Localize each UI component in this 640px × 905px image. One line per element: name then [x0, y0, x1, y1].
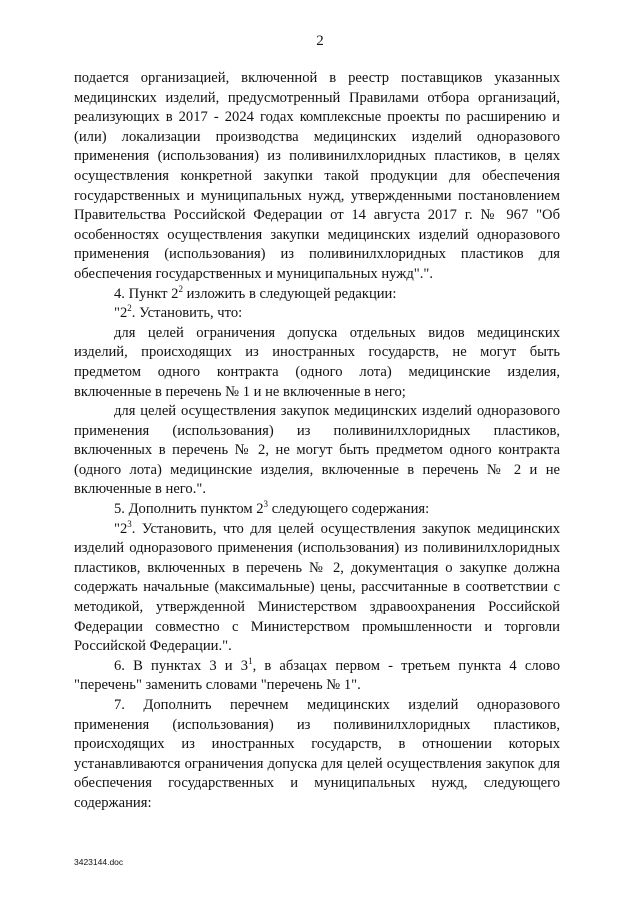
- paragraph-text: 5. Дополнить пунктом 2: [114, 501, 264, 518]
- paragraph: [74, 402, 560, 500]
- paragraph-text: для целей ограничения допуска отдельных видов медицинских изделий, происходящих из иностранных государств, не могут быть предметом одного контракта (одного лота) медицинские изделия, включенные в перечень № 1 и не включенные в него;: [74, 324, 560, 400]
- superscript: 1: [248, 655, 253, 666]
- page-number: 2: [316, 33, 324, 49]
- paragraph-text: "2: [114, 520, 128, 537]
- paragraph-text: изложить в следующей редакции:: [182, 285, 397, 302]
- superscript: 3: [263, 499, 269, 510]
- superscript: 2: [127, 303, 132, 314]
- paragraph: [74, 324, 560, 402]
- paragraph-text: подается организацией, включенной в реестр поставщиков указанных медицинских изделий, предусмотренный Правилами отбора организаций, реализующих в 2017 - 2024 годах комплексные проекты по расширению и (или) локализации производства медицинских изделий одноразового применения (использования) из поливинилхлоридных пластиков, в целях осуществления конкретной закупки такой продукции для обеспечения государственных и муниципальных нужд, утвержденными постановлением Правительства Российской Федерации от 14 августа 2017 г. № 967 "Об особенностях осуществления закупки медицинских изделий одноразового применения (использования) из поливинилхлоридных пластиков для обеспечения государственных и муниципальных нужд".".: [74, 70, 560, 282]
- paragraph-text: следующего содержания:: [268, 501, 430, 518]
- paragraph-text: 7. Дополнить перечнем медицинских изделий одноразового применения (использования) из поливинилхлоридных пластиков, происходящих из иностранных государств, в отношении которых устанавливаются ограничения допуска для целей осуществления закупок для обеспечения государственных и муниципальных нужд, следующего содержания:: [74, 697, 560, 811]
- paragraph-text: , в абзацах первом - третьем пункта 4 слово "перечень" заменить словами "перечень № 1".: [74, 657, 560, 694]
- paragraph-text: 4. Пункт 2: [114, 285, 179, 302]
- paragraph-text: . Установить, что:: [131, 305, 243, 322]
- paragraph: [74, 285, 560, 305]
- document-body: [74, 69, 560, 814]
- paragraph: [74, 696, 560, 814]
- paragraph-text: для целей осуществления закупок медицинских изделий одноразового применения (использования) из поливинилхлоридных пластиков, включенных в перечень № 2, не могут быть предметом одного контракта (одного лота) медицинские изделия, включенные в перечень № 2 и не включенные в него.".: [74, 403, 560, 498]
- paragraph: [74, 500, 560, 520]
- paragraph: [74, 657, 560, 696]
- superscript: 3: [127, 518, 132, 529]
- paragraph: [74, 69, 560, 285]
- paragraph-text: 6. В пунктах 3 и 3: [114, 657, 249, 674]
- paragraph: [74, 520, 560, 657]
- paragraph: [74, 304, 560, 324]
- paragraph-text: . Установить, что для целей осуществления закупок медицинских изделий одноразового применения (использования) из поливинилхлоридных пластиков, включенных в перечень № 2, документация о закупке должна содержать начальные (максимальные) цены, рассчитанные в соответствии с методикой, утвержденной Министерством здравоохранения Российской Федерации совместно с Министерством промышленности и торговли Российской Федерации.".: [74, 520, 560, 655]
- paragraph-text: "2: [114, 305, 128, 322]
- superscript: 2: [178, 283, 183, 294]
- footer-filename: 3423144.doc: [74, 857, 124, 867]
